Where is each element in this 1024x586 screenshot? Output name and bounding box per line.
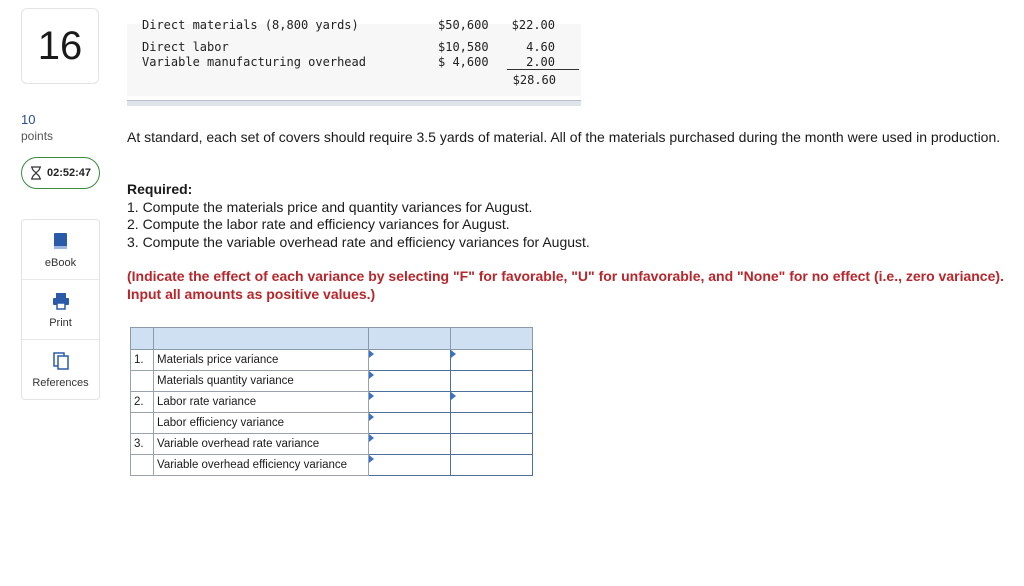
effect-cell[interactable] [451,392,533,413]
cost-label: Direct materials (8,800 yards) [142,18,359,32]
ebook-button[interactable] [22,220,99,280]
row-number [131,455,154,476]
table-row [131,350,533,371]
input-marker-icon [369,455,374,463]
effect-select[interactable] [451,351,532,370]
amount-input[interactable] [369,435,450,454]
input-marker-icon [369,413,374,421]
amount-cell[interactable] [369,371,451,392]
row-label: Materials price variance [154,350,369,371]
effect-cell[interactable] [451,434,533,455]
timer-text: 02:52:47 [46,167,92,179]
table-scrollbar[interactable] [127,100,581,106]
amount-cell[interactable] [369,455,451,476]
dropdown-marker-icon [451,392,456,400]
row-number: 1. [131,350,154,371]
book-icon [51,231,71,251]
cost-amount: $50,600 [438,18,489,32]
amount-input[interactable] [369,372,450,391]
cost-row [127,18,581,40]
effect-cell[interactable] [451,413,533,434]
table-row [131,455,533,476]
row-label: Labor rate variance [154,392,369,413]
cost-total-row [127,73,581,89]
ebook-label: eBook [44,256,77,269]
row-label: Variable overhead rate variance [154,434,369,455]
effect-cell[interactable] [451,455,533,476]
row-label: Materials quantity variance [154,371,369,392]
cost-amount: $10,580 [438,40,489,54]
row-number [131,413,154,434]
effect-cell[interactable] [451,350,533,371]
print-button[interactable] [22,280,99,340]
header-cell [154,328,369,350]
cost-amount: $ 4,600 [438,55,489,69]
table-row [131,392,533,413]
header-cell [131,328,154,350]
amount-cell[interactable] [369,350,451,371]
references-button[interactable] [22,340,99,400]
table-row [131,434,533,455]
dropdown-marker-icon [451,350,456,358]
grid-header-row [131,328,533,350]
table-row [131,371,533,392]
row-number [131,371,154,392]
required-heading: Required: [127,181,193,197]
row-label: Labor efficiency variance [154,413,369,434]
input-marker-icon [369,350,374,358]
cost-row [127,40,581,56]
print-label: Print [49,316,72,329]
table-row [131,413,533,434]
effect-select[interactable] [451,435,532,454]
row-number: 3. [131,434,154,455]
row-number: 2. [131,392,154,413]
effect-select[interactable] [451,372,532,391]
references-icon [51,351,71,371]
cost-rate: 2.00 [526,55,555,69]
instruction-text: (Indicate the effect of each variance by selecting "F" for favorable, "U" for unfavorable, and "None" for no effect (i.e., zero variance). Input all amounts as positive values.) [127,268,1004,302]
question-number: 16 [21,8,99,84]
amount-input[interactable] [369,393,450,412]
header-cell [369,328,451,350]
timer-badge[interactable] [21,157,100,189]
amount-input[interactable] [369,351,450,370]
requirement-1: 1. Compute the materials price and quantity variances for August. [127,198,533,215]
input-marker-icon [369,392,374,400]
references-label: References [32,377,89,389]
effect-cell[interactable] [451,371,533,392]
cost-rate: 4.60 [526,40,555,54]
cost-rate: $22.00 [511,18,555,32]
hourglass-icon [30,166,42,180]
tools-panel [21,219,100,400]
amount-input[interactable] [369,456,450,475]
input-marker-icon [369,371,374,379]
standard-cost-table [127,18,581,96]
amount-cell[interactable] [369,413,451,434]
amount-input[interactable] [369,414,450,433]
header-cell [451,328,533,350]
effect-select[interactable] [451,414,532,433]
effect-select[interactable] [451,393,532,412]
required-block [127,181,1007,251]
effect-select[interactable] [451,456,532,475]
cost-label: Variable manufacturing overhead [142,55,366,69]
total-underline [507,69,579,70]
input-marker-icon [369,434,374,442]
points-value: 10 [21,112,36,127]
row-label: Variable overhead efficiency variance [154,455,369,476]
standard-text: At standard, each set of covers should require 3.5 yards of material. All of the materials purchased during the month were used in production. [127,129,1001,145]
cost-total: $28.60 [512,73,556,87]
amount-cell[interactable] [369,392,451,413]
variance-answer-grid [130,327,533,476]
points-label: points [21,129,54,143]
cost-label: Direct labor [142,40,229,54]
requirement-2: 2. Compute the labor rate and efficiency variances for August. [127,216,510,232]
amount-cell[interactable] [369,434,451,455]
requirement-3: 3. Compute the variable overhead rate and efficiency variances for August. [127,233,590,250]
printer-icon [51,291,71,311]
